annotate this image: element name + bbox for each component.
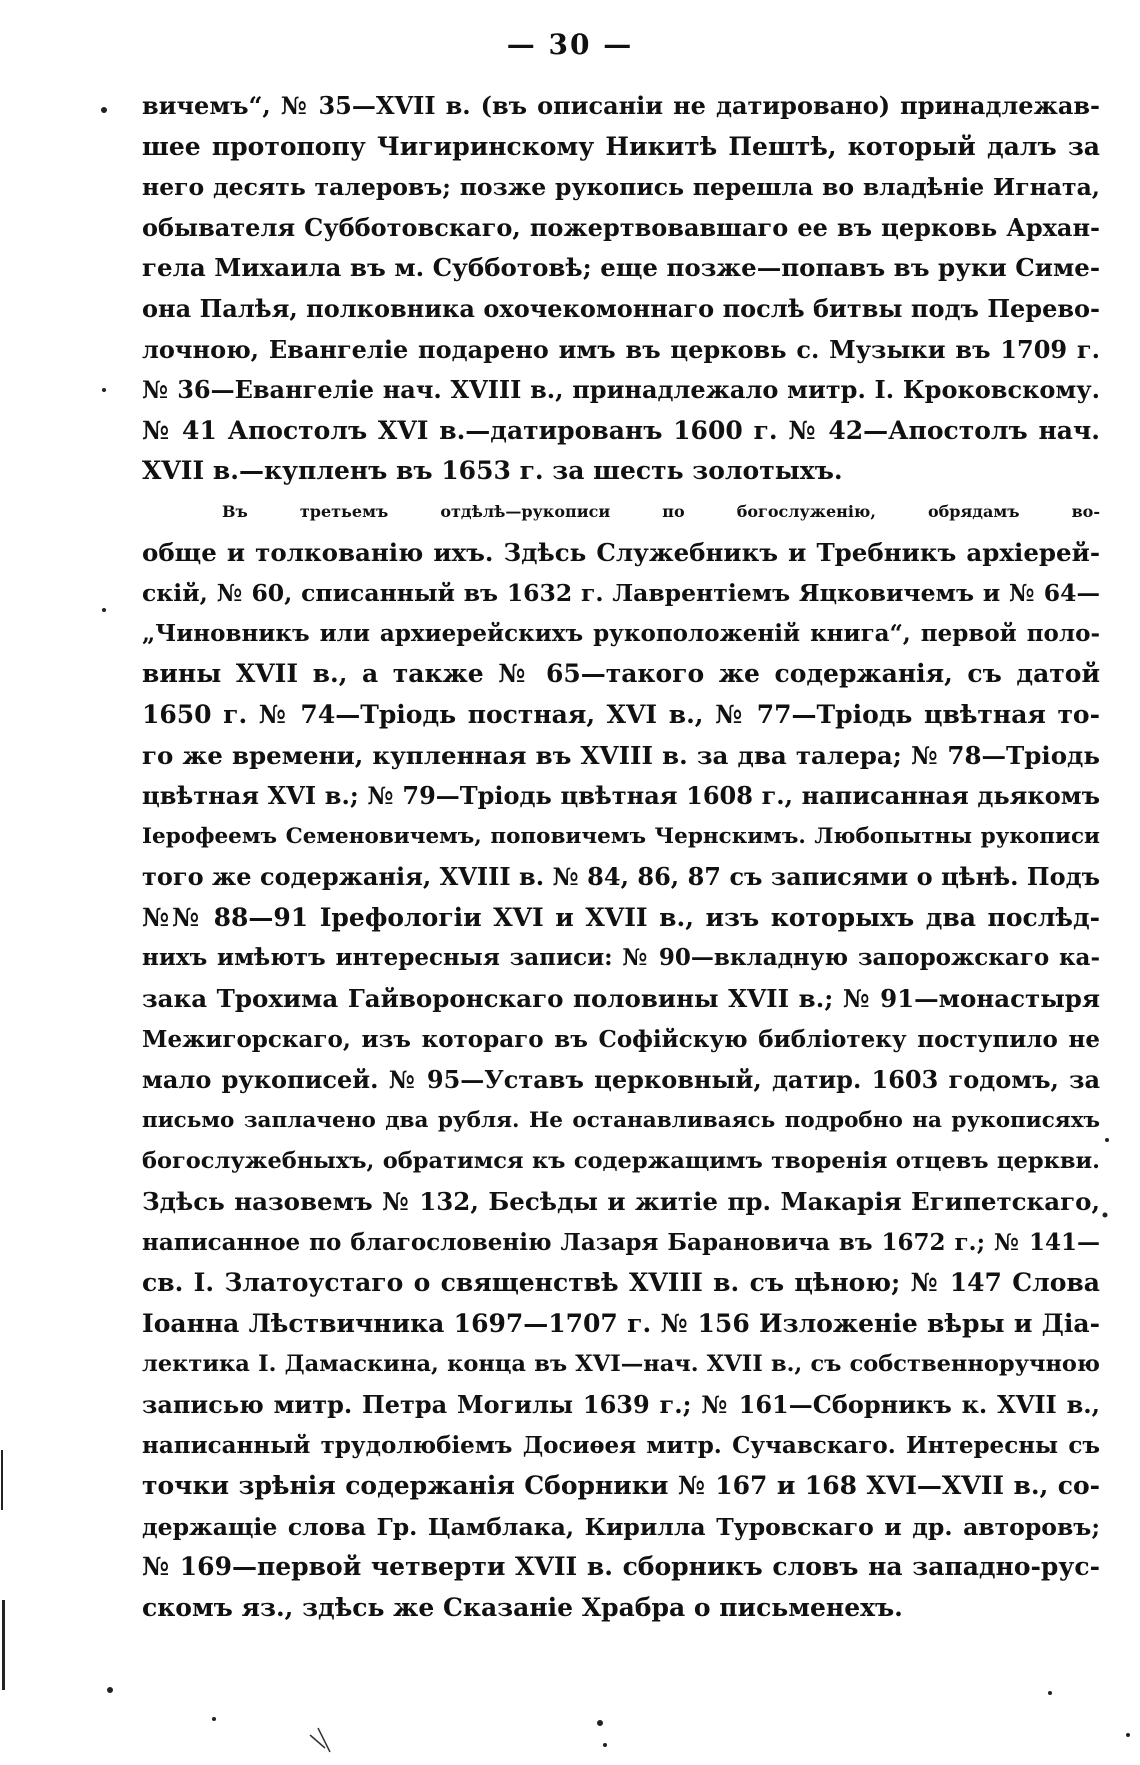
text-line: того же содержанія, XVIII в. № 84, 86, 87 съ записями о цѣнѣ. Подъ xyxy=(142,862,1100,892)
text-line: Іоанна Лѣствичника 1697—1707 г. № 156 Изложеніе вѣры и Діа- xyxy=(142,1308,1100,1338)
body-text xyxy=(142,86,1100,1629)
text-line: № 36—Евангеліе нач. XVIII в., принадлежало митр. І. Кроковскому. xyxy=(142,375,1100,405)
text-line: Межигорскаго, изъ котораго въ Софійскую библіотеку поступило не xyxy=(142,1025,1100,1053)
speck xyxy=(1048,1691,1052,1695)
speck xyxy=(1103,1213,1108,1218)
text-line: скій, № 60, списанный въ 1632 г. Лаврентіемъ Яцковичемъ и № 64— xyxy=(142,579,1100,608)
scratch xyxy=(310,1728,330,1752)
text-line: Въ третьемъ отдѣлѣ—рукописи по богослуженію, обрядамъ во- xyxy=(222,501,1100,521)
text-line: зака Трохима Гайворонскаго половины XVII в.; № 91—монастыря xyxy=(142,984,1100,1014)
text-line: письмо заплачено два рубля. Не останавливаясь подробно на рукописяхъ xyxy=(142,1107,1100,1133)
speck xyxy=(107,1687,113,1693)
text-line: цвѣтная XVI в.; № 79—Тріодь цвѣтная 1608 г., написанная дьякомъ xyxy=(142,781,1100,811)
text-line: №№ 88—91 Ірефологіи XVI и XVII в., изъ которыхъ два послѣд- xyxy=(142,902,1100,932)
text-line: лочною, Евангеліе подарено имъ въ церковь с. Музыки въ 1709 г. xyxy=(142,334,1100,364)
speck xyxy=(1,1450,3,1510)
text-line: написанное по благословенію Лазаря Барановича въ 1672 г.; № 141— xyxy=(142,1228,1100,1256)
speck xyxy=(102,388,106,392)
text-line: скомъ яз., здѣсь же Сказаніе Храбра о письменехъ. xyxy=(142,1592,903,1622)
text-line: вины XVII в., а также № 65—такого же содержанія, съ датой xyxy=(142,659,1100,689)
text-line: него десять талеровъ; позже рукопись перешла во владѣніе Игната, xyxy=(142,173,1100,202)
speck xyxy=(102,608,106,612)
speck xyxy=(597,1720,603,1726)
text-line: держащіе слова Гр. Цамблака, Кирилла Туровскаго и др. авторовъ; xyxy=(142,1512,1100,1541)
text-line: нихъ имѣютъ интересныя записи: № 90—вкладную запорожскаго ка- xyxy=(142,944,1100,972)
text-line: Іерофеемъ Семеновичемъ, поповичемъ Чернскимъ. Любопытны рукописи xyxy=(142,823,1100,849)
text-line: обще и толкованію ихъ. Здѣсь Служебникъ и Требникъ архіерей- xyxy=(142,537,1100,567)
text-line: гела Михаила въ м. Субботовѣ; еще позже—попавъ въ руки Симе- xyxy=(142,253,1100,283)
speck xyxy=(603,1743,607,1747)
text-line: богослужебныхъ, обратимся къ содержащимъ творенія отцевъ церкви. xyxy=(142,1148,1100,1175)
text-line: „Чиновникъ или архиерейскихъ рукоположеній книга“, первой поло- xyxy=(142,619,1100,647)
speck xyxy=(212,1717,216,1721)
text-line: лектика І. Дамаскина, конца въ XVI—нач. XVII в., съ собственноручною xyxy=(142,1351,1100,1378)
text-line: св. І. Златоустаго о священствѣ XVIII в. съ цѣною; № 147 Слова xyxy=(142,1268,1100,1298)
text-line: записью митр. Петра Могилы 1639 г.; № 161—Сборникъ к. XVII в., xyxy=(142,1390,1100,1419)
text-line: мало рукописей. № 95—Уставъ церковный, датир. 1603 годомъ, за xyxy=(142,1065,1100,1095)
text-line: го же времени, купленная въ XVIII в. за два талера; № 78—Тріодь xyxy=(142,740,1100,770)
page-number: — 30 — xyxy=(506,28,634,61)
text-line: Здѣсь назовемъ № 132, Бесѣды и житіе пр. Макарія Египетскаго, xyxy=(142,1187,1100,1217)
speck xyxy=(1105,1138,1109,1142)
text-line: точки зрѣнія содержанія Сборники № 167 и 168 XVI—XVII в., со- xyxy=(142,1471,1101,1501)
text-line: № 169—первой четверти XVII в. сборникъ словъ на западно-рус- xyxy=(142,1552,1100,1582)
text-line: шее протопопу Чигиринскому Никитѣ Пештѣ, который далъ за xyxy=(142,131,1100,161)
text-line: обывателя Субботовскаго, пожертвовавшаго ее въ церковь Архан- xyxy=(142,212,1100,242)
text-line: XVII в.—купленъ въ 1653 г. за шесть золотыхъ. xyxy=(142,456,843,486)
speck xyxy=(2,1600,5,1690)
text-line: 1650 г. № 74—Тріодь постная, XVI в., № 77—Тріодь цвѣтная то- xyxy=(142,699,1100,729)
speck xyxy=(101,107,107,113)
speck xyxy=(1126,1733,1130,1737)
text-line: № 41 Апостолъ XVI в.—датированъ 1600 г. № 42—Апостолъ нач. xyxy=(142,415,1100,445)
text-line: она Палѣя, полковника охочекомоннаго послѣ битвы подъ Перево- xyxy=(142,293,1100,323)
text-line: написанный трудолюбіемъ Досиѳея митр. Сучавскаго. Интересны съ xyxy=(142,1431,1100,1459)
text-line: вичемъ“, № 35—XVII в. (въ описаніи не датировано) принадлежав- xyxy=(142,91,1100,120)
